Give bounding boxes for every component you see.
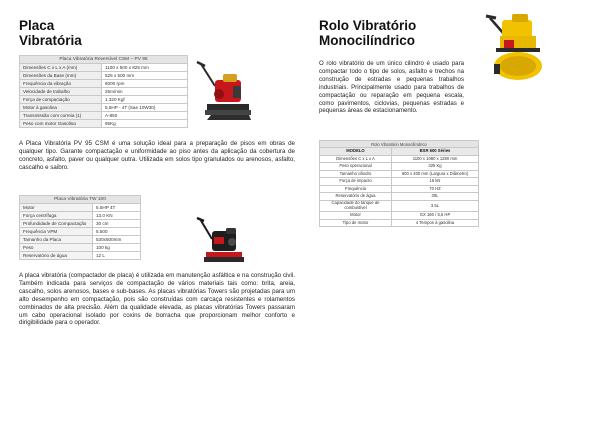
table-cell-value: 70 HZ: [392, 185, 479, 193]
table-cell-label: Força de impacto: [320, 178, 392, 186]
table-cell-label: Força de compactação: [20, 96, 102, 104]
table-cell-value: 30 cm: [93, 220, 141, 228]
table-row: [20, 104, 188, 112]
table-cell-label: Peso com motor Gasolina: [20, 120, 102, 128]
table-cell-value: 1.320 Kgf: [102, 96, 188, 104]
table-cell-label: Motor: [20, 204, 93, 212]
plate-compactor-red-icon: [193, 56, 253, 124]
table-row: [320, 163, 479, 171]
table-cell-value: 525 x 500 mm: [102, 72, 188, 80]
table-cell-value: 600 x 400 mm (Largura x Diâmetro): [392, 170, 479, 178]
table-row: [20, 212, 141, 220]
vibratory-roller-icon: [474, 12, 546, 82]
table-cell-value: 12 L: [93, 252, 141, 260]
table-row: [320, 212, 479, 220]
table-row: [320, 219, 479, 227]
table-cell-label: Frequência VPM: [20, 228, 93, 236]
table-cell-value: 95Kg: [102, 120, 188, 128]
table-cell-label: Peso: [20, 244, 93, 252]
table-cell-value: 13.0 KN: [93, 212, 141, 220]
table-row: [320, 178, 479, 186]
table-cell-label: Profundidade de Compactação: [20, 220, 93, 228]
spec-table-caption: Rolo Vibratório Monocilíndrico: [319, 140, 479, 147]
table-header-cell: MODELO: [320, 148, 392, 156]
spec-table-caption: Placa Vibratória TW 100: [19, 195, 141, 203]
table-cell-value: 25m/min: [102, 88, 188, 96]
left-title: [19, 18, 82, 48]
table-cell-value: 4 Tempos à gasolina: [392, 219, 479, 227]
table-row: [20, 204, 141, 212]
plate-compactor-black-icon: [196, 215, 246, 267]
left-title-line2: Vibratória: [19, 33, 82, 48]
table-cell-label: Transmissão com correia (1): [20, 112, 102, 120]
table-cell-label: Dimensões C x L x A (mm): [20, 64, 102, 72]
table-cell-value: 5,5HP - 4T (Sae 10W30): [102, 104, 188, 112]
table-cell-label: Tipo de motor: [320, 219, 392, 227]
spec-table-pv95: [19, 55, 188, 128]
table-cell-label: Peso operacional: [320, 163, 392, 171]
table-row: [20, 228, 141, 236]
table-row: [20, 120, 188, 128]
table-cell-label: Tamanho da Placa: [20, 236, 93, 244]
table-row: [20, 244, 141, 252]
table-row: [20, 72, 188, 80]
table-cell-label: Dimensões da Base (mm): [20, 72, 102, 80]
right-title-line1: Rolo Vibratório: [319, 18, 417, 33]
table-row: [320, 193, 479, 201]
roller-description: O rolo vibratório de um único cilindro é usado para compactar todo o tipo de solos, asfalto e trechos na construção de estradas e pequenas trabalhos industriais. Principalmente usado para trabalhos de compactação ou reparação em pequena escala, como pavimentos, ciclovias, pequenas estradas e pequenas áreas de estacionamento.: [319, 60, 464, 115]
table-row: [20, 112, 188, 120]
table-cell-label: Reservatório de água: [320, 193, 392, 201]
table-cell-label: Frequência da vibração: [20, 80, 102, 88]
table-row: [20, 220, 141, 228]
table-cell-value: A-850: [102, 112, 188, 120]
table-row: [320, 155, 479, 163]
tw100-description: A placa vibratória (compactador de placa) é utilizada em manutenção asfáltica e na construção civil. Também indicada para serviços de compactação de vários materiais tais como: brita, areia, cascalho, solos arenosos, bases e sub-bases. As placas vibratórias Towers são projetadas para um alto desempenho em compactação, pois são construídas com carcaça resistentes e rolamentos combinados de alta precisão. Além da qualidade elevada, as placas vibratórias Towers passaram um cabo operacional isolado por coxins de borracha que proporcionam melhor conforto e dirigibilidade para o operador.: [19, 272, 295, 327]
table-cell-value: 100 kg: [93, 244, 141, 252]
table-row: [320, 170, 479, 178]
table-cell-label: Frequência: [320, 185, 392, 193]
pv95-description: A Placa Vibratória PV 95 CSM é uma solução ideal para a preparação de pisos em obras de qualquer tipo. Garante compactação e uniformidade ao piso antes da aplicação da cobertura de concreto, asfalto, paver ou qualquer outra. Utilizada em solos tipo granulados ou arenosos, asfalto, cascalho e saibro.: [19, 140, 295, 171]
spec-table-roller: [319, 140, 479, 227]
table-row: [20, 236, 141, 244]
table-cell-label: Força centrífuga: [20, 212, 93, 220]
table-cell-label: Motor à gasolina: [20, 104, 102, 112]
left-title-line1: Placa: [19, 18, 55, 33]
right-title: [319, 18, 416, 48]
right-title-line2: Monocilíndrico: [319, 33, 415, 48]
table-cell-value: GX 160 / 5,5 HP: [392, 212, 479, 220]
table-row: [20, 80, 188, 88]
table-row: [20, 252, 141, 260]
table-cell-label: Velocidade de trabalho: [20, 88, 102, 96]
table-cell-value: 15 kN: [392, 178, 479, 186]
table-cell-value: 5.500: [93, 228, 141, 236]
table-cell-label: Dimensões C x L x A: [320, 155, 392, 163]
table-header-cell: BSR 600 Séries: [392, 148, 479, 156]
table-cell-label: Tamanho cilindro: [320, 170, 392, 178]
table-cell-value: 1100 x 500 x 825 mm: [102, 64, 188, 72]
spec-table-tw100: [19, 195, 141, 260]
table-row: [320, 185, 479, 193]
table-cell-value: 30L: [392, 193, 479, 201]
table-cell-value: 5.5HP 4T: [93, 204, 141, 212]
table-cell-value: 530x500mm: [93, 236, 141, 244]
table-cell-label: Reservatório de água: [20, 252, 93, 260]
table-header-row: [320, 148, 479, 156]
table-cell-label: Motor: [320, 212, 392, 220]
table-row: [20, 96, 188, 104]
table-row: [20, 88, 188, 96]
table-row: [20, 64, 188, 72]
table-cell-label: Capacidade do tanque de combustível: [320, 201, 392, 212]
spec-table-caption: Placa Vibratória Reversível CSM – PV 95: [19, 55, 188, 63]
table-row: [320, 201, 479, 212]
table-cell-value: 3.5L: [392, 201, 479, 212]
table-cell-value: 6000 rpm: [102, 80, 188, 88]
table-cell-value: 1100 x 1080 x 1280 mm: [392, 155, 479, 163]
table-cell-value: 325 Kg: [392, 163, 479, 171]
